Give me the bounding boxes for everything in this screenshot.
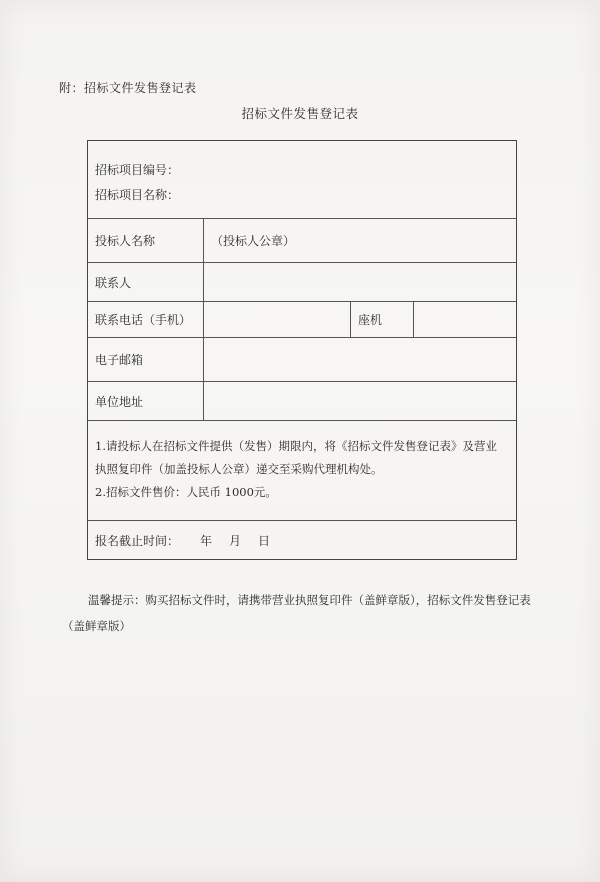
deadline-row: [88, 521, 516, 559]
bidder-name-field[interactable]: （投标人公章）: [211, 234, 296, 248]
landline-field[interactable]: [414, 302, 516, 337]
deadline-label: 报名截止时间：: [95, 534, 180, 548]
email-label: 电子邮箱: [88, 338, 204, 381]
phone-label: 联系电话（手机）: [88, 302, 204, 337]
email-row: [88, 338, 516, 382]
project-number-label: 招标项目编号：: [95, 163, 180, 177]
deadline-day: 日: [258, 534, 271, 548]
note-1-line-2: 执照复印件（加盖投标人公章）递交至采购代理机构处。: [95, 462, 383, 476]
phone-row: [88, 302, 516, 338]
email-field[interactable]: [204, 338, 516, 381]
form-title: 招标文件发售登记表: [241, 106, 359, 121]
note-2: 2.招标文件售价：人民币 1000元。: [95, 485, 277, 499]
note-1-line-1: 1.请投标人在招标文件提供（发售）期限内，将《招标文件发售登记表》及营业: [95, 439, 497, 453]
deadline-month: 月: [229, 534, 242, 548]
address-label: 单位地址: [88, 382, 204, 420]
deadline-year: 年: [200, 534, 213, 548]
contact-label: 联系人: [88, 263, 204, 301]
contact-row: [88, 263, 516, 302]
phone-field[interactable]: [204, 302, 351, 337]
landline-label: 座机: [351, 302, 414, 337]
contact-field[interactable]: [204, 263, 516, 301]
notes-block: [95, 435, 511, 504]
purchase-tip: 温馨提示：购买招标文件时，请携带营业执照复印件（盖鲜章版），招标文件发售登记表（盖鲜章版）: [62, 593, 531, 633]
notes-row: [88, 421, 516, 521]
attachment-label: 附：招标文件发售登记表: [59, 81, 197, 95]
registration-form-table: [87, 140, 517, 560]
project-name-label: 招标项目名称：: [95, 188, 180, 202]
address-field[interactable]: [204, 382, 516, 420]
bidder-name-label: 投标人名称: [88, 219, 204, 262]
address-row: [88, 382, 516, 421]
bidder-name-row: [88, 219, 516, 263]
project-info-row: [88, 141, 516, 219]
